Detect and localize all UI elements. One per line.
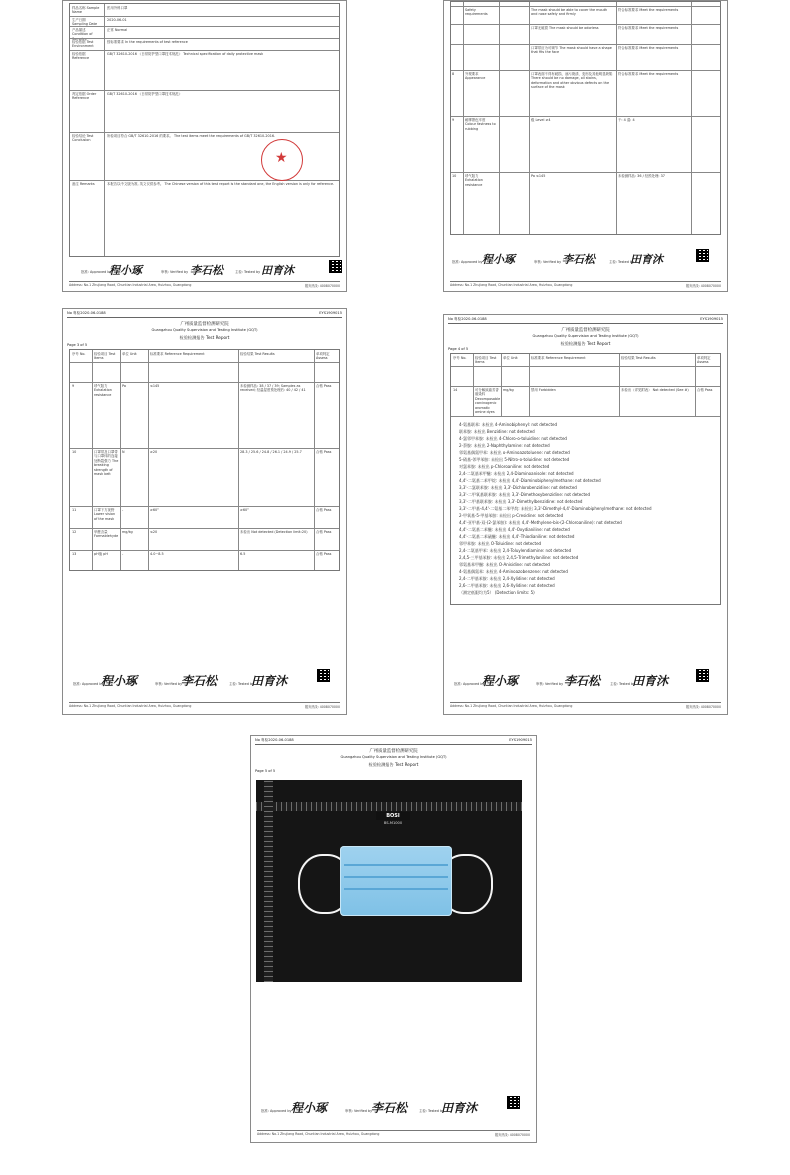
test-item: 呼气阻力 Exhalation resistance	[465, 174, 483, 187]
amine-result-line: 2,4,5-三甲基苯胺: 未检出 2,4,5-Trimethylaniline: not detected	[459, 555, 579, 560]
table-column-line	[314, 350, 315, 570]
field-label: 生产日期 Sampling Date	[72, 18, 98, 27]
verified-label: 审核: Verified by	[536, 682, 564, 686]
amine-result-line: 4,4'-亚甲基-双-(2-氯苯胺): 未检出 4,4'-Methylene-bis-(2-Chloroaniline): not detected	[459, 520, 622, 525]
amine-result-line: 3,3'-二甲基联苯胺: 未检出 3,3'-Dimethylbenzidine: not detected	[459, 499, 583, 504]
table-column-line	[616, 2, 617, 234]
qr-code-icon	[696, 669, 709, 682]
approved-signature: 程小琢	[101, 674, 138, 688]
table-column-line	[473, 354, 474, 416]
field-label: 检验依据 Test Environment	[72, 40, 94, 49]
table-row-line	[70, 26, 339, 27]
tested-signature: 田育沐	[630, 253, 663, 266]
column-header: 检验结果 Test Results	[240, 352, 275, 356]
test-result: 符合标准要求 Meet the requirements	[618, 8, 679, 12]
amine-result-line: 联苯胺: 未检出 Benzidine: not detected	[459, 429, 535, 434]
field-value: 正常 Normal	[107, 28, 128, 32]
field-value: 所检项目符合 GB/T 32610-2016 的要求。 The test items meet the requirements of GB/T 32610-2016.	[107, 134, 276, 138]
page-footer	[69, 281, 340, 287]
approved-signature: 程小琢	[109, 264, 142, 277]
test-result: 未检测样品: 36 / 经预处理: 37	[618, 174, 665, 178]
table-column-line	[238, 350, 239, 570]
amine-result-line: 对氯苯胺: 未检出 p-Chloroaniline: not detected	[459, 464, 550, 469]
report-number: No 粤检2020-06-0188	[448, 317, 487, 321]
requirement: The mask should be able to cover the mouth and nose safely and firmly	[531, 8, 608, 17]
requirement: ≤20	[150, 530, 158, 534]
approved-signature: 程小琢	[291, 1101, 328, 1115]
field-value: 2020-06-01	[107, 18, 127, 22]
verified-signature: 李石松	[190, 264, 223, 277]
test-result: 6.5	[240, 552, 246, 556]
photo-brand-label: BOSI	[376, 812, 410, 820]
requirement: ≥20	[150, 450, 158, 454]
table-row-line	[70, 506, 339, 507]
aromatic-amine-table	[450, 353, 721, 605]
sample-photo	[256, 780, 522, 982]
approved-label: 批准: Approved by	[261, 1109, 292, 1113]
amine-result-line: 2,4-二氨基甲苯: 未检出 2,4-Toluylendiamine: not detected	[459, 548, 572, 553]
column-header: 单位 Unit	[122, 352, 137, 356]
row-number: 9	[72, 384, 75, 388]
test-result: 符合标准要求 Meet the requirements	[618, 46, 679, 50]
test-item: 耐摩擦色牢度 Colour fastness to rubbing	[465, 118, 496, 131]
column-header: 检验结果 Test Results	[621, 356, 656, 360]
requirement: 级 Level ≥4	[531, 118, 551, 122]
verified-signature: 李石松	[562, 253, 595, 266]
test-result: 符合标准要求 Meet the requirements	[618, 26, 679, 30]
table-column-line	[499, 2, 500, 234]
test-item: pH值 pH	[94, 552, 108, 556]
institute-name-en: Guangzhou Quality Supervision and Testing Institute (GQT)	[340, 755, 447, 759]
amine-result-line: 3,3'-二甲氧基联苯胺: 未检出 3,3'-Dimethoxybenzidine: not detected	[459, 492, 591, 497]
amine-result-line: （测定低限均为5） (Detection limits: 5)	[459, 590, 535, 595]
amine-result-line: 4-氨基偶氮苯: 未检出 4-Aminoazobenzene: not detected	[459, 569, 568, 574]
test-item: 口罩下方视野 Lower vision of the mask	[94, 508, 116, 521]
column-header: 单项判定 Assess	[316, 352, 330, 361]
footer-phone: 服务热线: 4008070000	[304, 705, 340, 709]
assess: 合格 Pass	[316, 530, 332, 534]
report-code: EYS1909015	[700, 317, 723, 321]
field-value: 医用外科口罩	[107, 6, 128, 10]
requirement: ≤145	[150, 384, 160, 388]
amine-result-line: 4-氨基联苯: 未检出 4-Aminobiphenyl: not detected	[459, 422, 558, 427]
row-number: 11	[72, 508, 77, 512]
row-number: 13	[72, 552, 77, 556]
field-label: 备注 Remarks	[72, 182, 95, 186]
report-title: 检验检测报告 Test Report	[560, 341, 611, 346]
test-result: 未检出 Not detected (Detection limit:20)	[240, 530, 308, 534]
table-divider	[104, 4, 105, 256]
test-result: 符合标准要求 Meet the requirements	[618, 72, 679, 76]
assess: 合格 Pass	[316, 450, 332, 454]
unit: -	[122, 508, 124, 512]
field-value: GB/T 32610-2016 《日常防护型口罩技术规范》 Technical specification of daily protective mask	[107, 52, 264, 56]
tested-signature: 田育沐	[251, 674, 288, 688]
column-header: 检验项目 Test Items	[475, 356, 497, 365]
requirement: 禁用 Forbidden	[531, 388, 556, 392]
column-header: 序号 No.	[72, 352, 86, 356]
unit: Pa	[122, 384, 126, 388]
requirement: Pa ≤145	[531, 174, 546, 178]
column-header: 单位 Unit	[503, 356, 518, 360]
report-code: EYS1909015	[509, 738, 532, 742]
report-number: No 粤检2020-06-0188	[255, 738, 294, 742]
table-row-line	[451, 416, 720, 417]
table-column-line	[501, 354, 502, 416]
inspection-seal-stamp: ★	[261, 139, 303, 181]
field-value: GB/T 32610-2016 《日常防护型口罩技术规范》	[107, 92, 183, 96]
footer-phone: 服务热线: 4008070000	[494, 1133, 530, 1137]
amine-result-line: 2,4-二氨基苯甲醚: 未检出 2,4-Diaminoanisole: not detected	[459, 471, 574, 476]
results-table	[69, 349, 340, 571]
test-item: Safety requirements	[465, 8, 488, 17]
table-column-line	[148, 350, 149, 570]
approved-label: 批准: Approved by	[73, 682, 104, 686]
column-header: 单项判定 Assess	[697, 356, 711, 365]
table-row-line	[451, 366, 720, 367]
page-number: Page 3 of 5	[67, 343, 88, 347]
table-column-line	[529, 354, 530, 416]
verified-label: 审核: Verified by	[345, 1109, 373, 1113]
row-number: 12	[72, 530, 77, 534]
row-number: 10	[452, 174, 457, 178]
amine-result-line: 3,3'-二氯联苯胺: 未检出 3,3'-Dichlorobenzidine: not detected	[459, 485, 577, 490]
footer-address: Address: No.1 Zhujiang Road, Chuntian Industrial Area, Huizhou, Guangdong	[69, 704, 192, 708]
approved-label: 批准: Approved by	[454, 682, 485, 686]
institute-name-cn: 广州质量监督检测研究院	[180, 322, 229, 327]
field-label: 检验结论 Test Conclusion	[72, 134, 94, 143]
field-value: 本报告以中文版为准, 英文仅供参考。 The Chinese version of this test report is the standard one, the English version is only for reference.	[107, 182, 335, 186]
assess: 合格 Pass	[697, 388, 713, 392]
requirement: 口罩带应为可调节 The mask should have a shape that fits the face	[531, 46, 612, 55]
amine-result-line: 4,4'-二氨基二苯甲烷: 未检出 4,4'-Diaminobiphenylmethane: not detected	[459, 478, 601, 483]
field-label: 产品描述 Condition of Samples	[72, 28, 93, 41]
approved-signature: 程小琢	[482, 253, 515, 266]
report-title: 检验检测报告 Test Report	[368, 762, 419, 767]
table-row-line	[451, 172, 720, 173]
test-item: 口罩带及口罩带与口罩体的连接处断裂强力 The breaking strength of mask belt	[94, 450, 119, 477]
report-title: 检验检测报告 Test Report	[179, 335, 230, 340]
report-page-3	[62, 308, 347, 715]
table-column-line	[120, 350, 121, 570]
institute-name-cn: 广州质量监督检测研究院	[369, 749, 418, 754]
table-row-line	[70, 382, 339, 383]
amine-result-line: 4-氯邻甲苯胺: 未检出 4-Chloro-o-toluidine: not detected	[459, 436, 567, 441]
table-row-line	[70, 90, 339, 91]
test-result: 未检测样品: 38 / 37 / 39; Samples as received; 经温湿度预处理后: 40 / 42 / 41	[240, 384, 306, 393]
institute-name-en: Guangzhou Quality Supervision and Testing Institute (GQT)	[532, 334, 639, 338]
amine-result-line: 4,4'-二氨基二苯硫醚: 未检出 4,4'-Thiodianiline: not detected	[459, 534, 575, 539]
requirement: 4.0~8.5	[150, 552, 164, 556]
amine-result-line: 4,4'-二氨基二苯醚: 未检出 4,4'-Oxydianiline: not detected	[459, 527, 570, 532]
column-header: 标准要求 Reference Requirement	[150, 352, 205, 356]
column-header: 检验项目 Test Items	[94, 352, 116, 361]
field-label: 判定依据 Order Reference	[72, 92, 97, 101]
verified-signature: 李石松	[181, 674, 218, 688]
table-row-line	[70, 16, 339, 17]
test-item: 外观要求 Appearance	[465, 72, 486, 81]
footer-phone: 服务热线: 4008070000	[304, 284, 340, 288]
page-footer	[257, 1130, 530, 1136]
unit: mg/kg	[503, 388, 514, 392]
amine-result-line: 5-硝基-邻甲苯胺: 未检出 5-Nitro-o-toluidine: not detected	[459, 457, 570, 462]
footer-address: Address: No.1 Zhujiang Road, Chuntian Industrial Area, Huizhou, Guangdong	[257, 1132, 380, 1136]
page-number: Page 5 of 5	[255, 769, 276, 773]
tested-label: 主检: Tested by	[609, 260, 635, 264]
unit: -	[122, 552, 124, 556]
qr-code-icon	[329, 260, 342, 273]
footer-phone: 服务热线: 4008070000	[685, 705, 721, 709]
amine-result-line: 邻甲苯胺: 未检出 O-Toluidine: not detected	[459, 541, 542, 546]
qr-code-icon	[696, 249, 709, 262]
unit: N	[122, 450, 125, 454]
sample-info-table	[69, 3, 340, 257]
table-row-line	[70, 448, 339, 449]
table-column-line	[619, 354, 620, 416]
photo-model-label: BS-M1000	[383, 821, 403, 825]
report-page-2	[443, 0, 728, 292]
field-value: 按标准要求 In the requirements of test reference	[107, 40, 188, 44]
assess: 合格 Pass	[316, 508, 332, 512]
table-row-line	[451, 70, 720, 71]
assess: 合格 Pass	[316, 384, 332, 388]
report-number: No 粤检2020-06-0188	[67, 311, 106, 315]
row-number: 14	[453, 388, 458, 392]
institute-name-cn: 广州质量监督检测研究院	[561, 328, 610, 333]
footer-address: Address: No.1 Zhujiang Road, Chuntian Industrial Area, Huizhou, Guangdong	[450, 704, 573, 708]
unit: mg/kg	[122, 530, 133, 534]
photo-ruler-left	[264, 780, 273, 982]
table-row-line	[451, 44, 720, 45]
table-column-line	[92, 350, 93, 570]
table-row-line	[70, 180, 339, 181]
column-header: 序号 No.	[453, 356, 467, 360]
table-row-line	[451, 6, 720, 7]
table-row-line	[70, 528, 339, 529]
requirement: 口罩表面不得有破损、油污斑渍、变形及其他明显缺陷 There should be no damage, oil stains, deformation and other obvious defects on the surface of the mask	[531, 72, 613, 90]
test-item: 甲醛含量 Formaldehyde	[94, 530, 119, 539]
amine-result-line: 邻氨基苯甲醚: 未检出 O-Anisidine: not detected	[459, 562, 550, 567]
test-result: 干: 4 湿: 4	[618, 118, 635, 122]
tested-label: 主检: Tested by	[419, 1109, 445, 1113]
qr-code-icon	[507, 1096, 520, 1109]
qr-code-icon	[317, 669, 330, 682]
table-row-line	[70, 362, 339, 363]
page-footer	[69, 702, 340, 708]
test-item: 可分解致癌芳香胺染料 Decomposable carcinogenic aromatic amine dyes	[475, 388, 500, 415]
amine-result-line: 2-萘胺: 未检出 2-Naphthylamine: not detected	[459, 443, 550, 448]
surgical-mask	[340, 846, 452, 916]
report-page-1	[62, 0, 347, 292]
tested-signature: 田育沐	[632, 674, 669, 688]
verified-label: 审核: Verified by	[534, 260, 562, 264]
row-number: 8	[452, 72, 455, 76]
field-label: 检验依据 Reference	[72, 52, 90, 61]
table-row-line	[70, 50, 339, 51]
verified-signature: 李石松	[371, 1101, 408, 1115]
photo-ruler-top	[256, 802, 522, 811]
amine-result-line: 3,3'-二甲基-4,4'-二氨基二苯甲烷: 未检出 3,3'-Dimethyl-4,4'-Diaminobiphenylmethane: not detected	[459, 506, 652, 511]
field-label: 样品名称 Sample Name	[72, 6, 100, 15]
table-column-line	[691, 2, 692, 234]
test-result: 28.3 / 25.6 / 24.8 / 26.1 / 24.9 / 25.7	[240, 450, 302, 454]
table-column-line	[695, 354, 696, 416]
approved-signature: 程小琢	[482, 674, 519, 688]
amine-result-line: 2-甲氧基-5-甲基苯胺: 未检出 p-Cresidine: not detected	[459, 513, 564, 518]
approved-label: 批准: Approved by	[81, 270, 112, 274]
report-page-5	[250, 735, 537, 1143]
verified-label: 审核: Verified by	[161, 270, 189, 274]
amine-result-line: 2,4-二甲基苯胺: 未检出 2,4-Xylidine: not detected	[459, 576, 555, 581]
footer-phone: 服务热线: 4008070000	[685, 284, 721, 288]
tested-label: 主检: Tested by	[229, 682, 255, 686]
table-row-line	[70, 550, 339, 551]
column-header: 标准要求 Reference Requirement	[531, 356, 586, 360]
amine-result-line: 邻氨基偶氮甲苯: 未检出 o-Aminoazotoluene: not detected	[459, 450, 570, 455]
table-column-line	[529, 2, 530, 234]
test-item: 呼气阻力 Exhalation resistance	[94, 384, 112, 397]
table-row-line	[70, 132, 339, 133]
requirement: ≥60°	[150, 508, 159, 512]
table-column-line	[463, 2, 464, 234]
test-result: 未检出（详见附表） Not detected (See #)	[621, 388, 689, 392]
approved-label: 批准: Approved by	[452, 260, 483, 264]
table-row-line	[70, 38, 339, 39]
table-row-line	[451, 24, 720, 25]
tested-signature: 田育沐	[441, 1101, 478, 1115]
row-number: 10	[72, 450, 77, 454]
page-footer	[450, 281, 721, 287]
tested-label: 主检: Tested by	[235, 270, 261, 274]
amine-result-line: 2,6-二甲基苯胺: 未检出 2,6-Xylidine: not detected	[459, 583, 555, 588]
tested-label: 主检: Tested by	[610, 682, 636, 686]
table-row-line	[451, 116, 720, 117]
verified-label: 审核: Verified by	[155, 682, 183, 686]
page-footer	[450, 702, 721, 708]
page-number: Page 4 of 5	[448, 347, 469, 351]
report-code: EYS1909015	[319, 311, 342, 315]
footer-address: Address: No.1 Zhujiang Road, Chuntian Industrial Area, Huizhou, Guangdong	[69, 283, 192, 287]
tested-signature: 田育沐	[261, 264, 294, 277]
requirement: 口罩无破损 The mask should be odorless	[531, 26, 599, 30]
verified-signature: 李石松	[564, 674, 601, 688]
report-page-4	[443, 314, 728, 715]
institute-name-en: Guangzhou Quality Supervision and Testing Institute (GQT)	[151, 328, 258, 332]
row-number: 9	[452, 118, 455, 122]
footer-address: Address: No.1 Zhujiang Road, Chuntian Industrial Area, Huizhou, Guangdong	[450, 283, 573, 287]
test-result: ≥60°	[240, 508, 249, 512]
table-row-line	[451, 386, 720, 387]
assess: 合格 Pass	[316, 552, 332, 556]
appearance-test-table	[450, 1, 721, 235]
